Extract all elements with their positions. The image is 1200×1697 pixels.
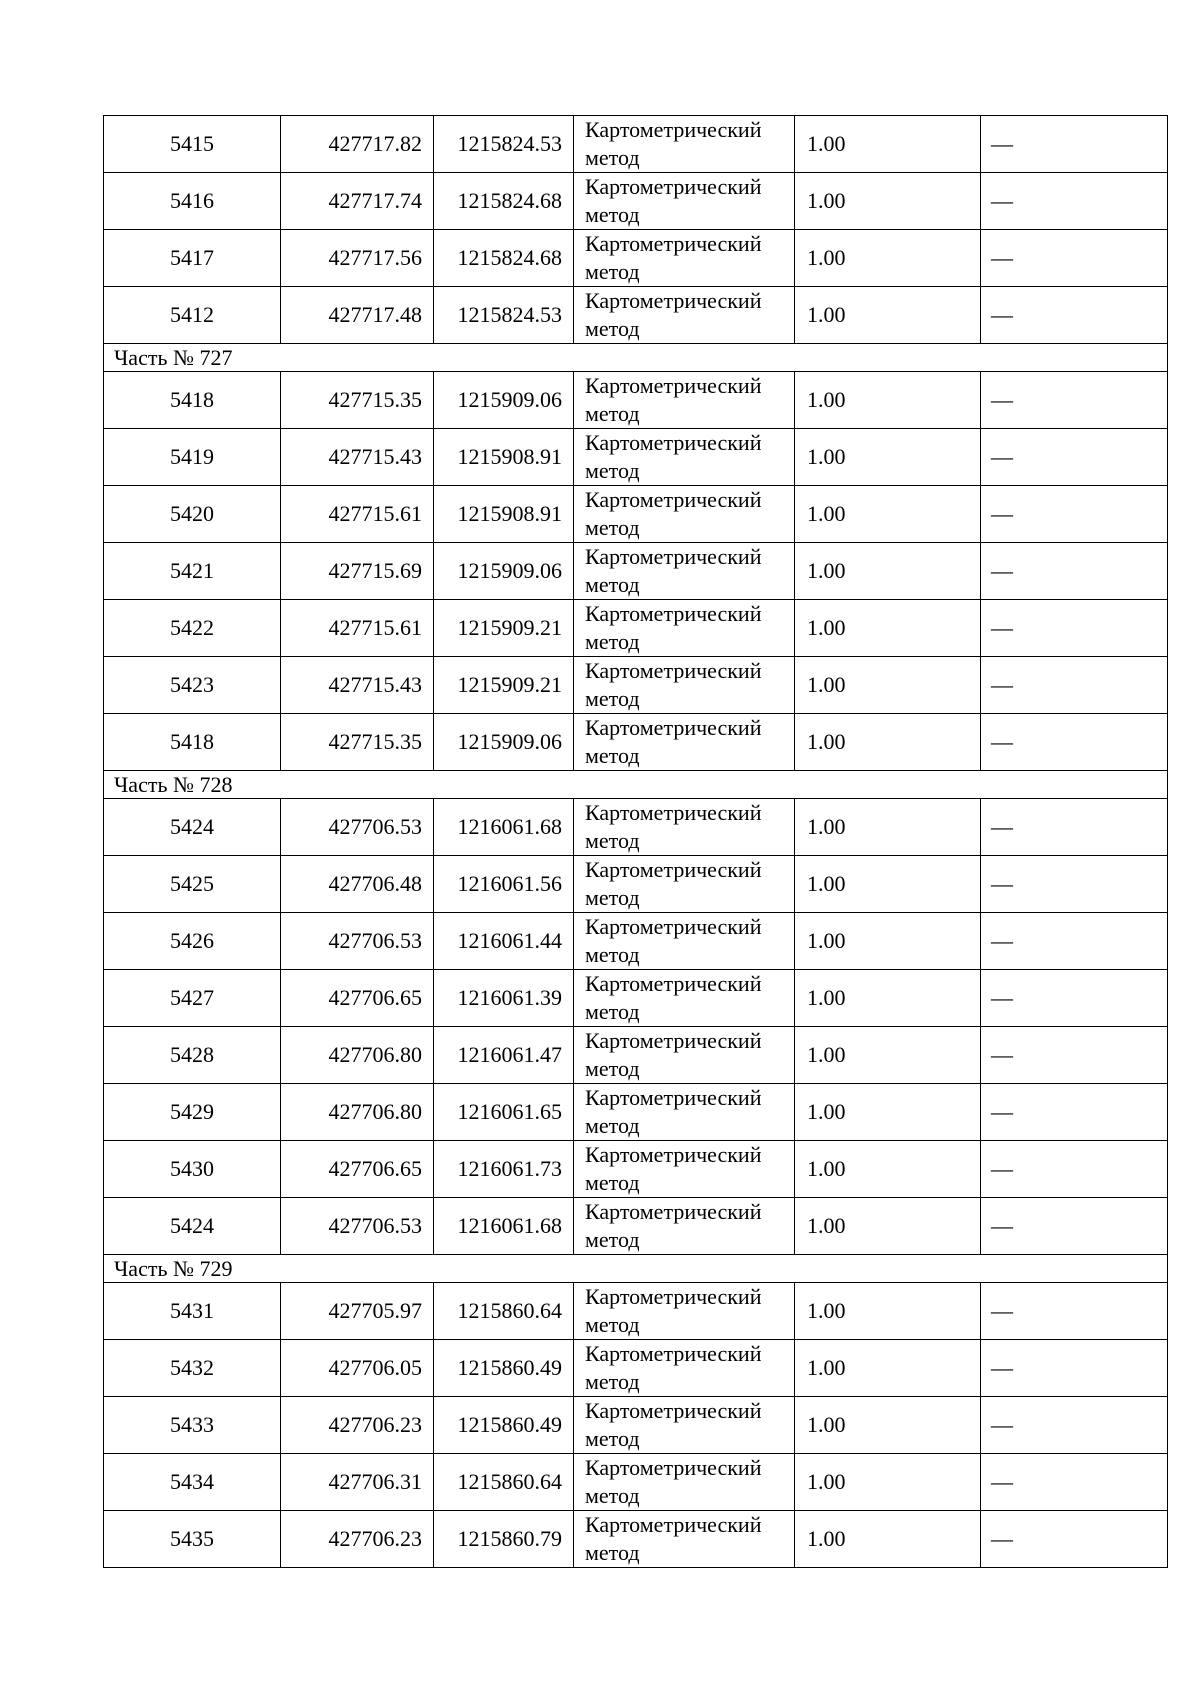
method-text-line: Картометрический [585,1199,762,1224]
description-cell: — [981,1340,1168,1397]
accuracy-cell: 1.00 [795,714,981,771]
point-number-cell: 5427 [104,970,281,1027]
x-coordinate-cell: 427706.31 [281,1454,434,1511]
description-cell: — [981,1198,1168,1255]
method-text-line: Картометрический [585,117,762,142]
description-cell: — [981,543,1168,600]
x-coordinate-cell: 427715.69 [281,543,434,600]
accuracy-cell: 1.00 [795,543,981,600]
accuracy-cell: 1.00 [795,1283,981,1340]
x-coordinate-cell: 427706.23 [281,1397,434,1454]
x-coordinate-cell: 427706.80 [281,1027,434,1084]
point-number-cell: 5416 [104,173,281,230]
point-number-cell: 5417 [104,230,281,287]
section-header-row [104,1255,1168,1283]
table-row [104,714,1168,771]
method-text-line: метод [585,1369,640,1394]
y-coordinate-cell: 1216061.65 [434,1084,574,1141]
method-text-line: метод [585,1426,640,1451]
method-text-line: Картометрический [585,430,762,455]
point-number-cell: 5424 [104,1198,281,1255]
point-number-cell: 5419 [104,429,281,486]
y-coordinate-cell: 1215909.21 [434,657,574,714]
table-row [104,116,1168,173]
description-cell: — [981,1511,1168,1568]
table-row [104,1397,1168,1454]
method-cell [574,1340,795,1397]
method-text-line: метод [585,1113,640,1138]
x-coordinate-cell: 427715.43 [281,429,434,486]
method-text-line: Картометрический [585,174,762,199]
method-text-line: Картометрический [585,1085,762,1110]
method-cell [574,600,795,657]
method-text-line: метод [585,999,640,1024]
method-text-line: метод [585,885,640,910]
method-text-line: Картометрический [585,658,762,683]
table-row [104,1198,1168,1255]
x-coordinate-cell: 427706.65 [281,1141,434,1198]
description-cell: — [981,714,1168,771]
method-cell [574,1198,795,1255]
description-cell: — [981,486,1168,543]
x-coordinate-cell: 427717.48 [281,287,434,344]
section-header-row [104,344,1168,372]
table-row [104,1454,1168,1511]
y-coordinate-cell: 1215909.06 [434,543,574,600]
point-number-cell: 5435 [104,1511,281,1568]
method-cell [574,1084,795,1141]
table-row [104,856,1168,913]
method-text-line: метод [585,828,640,853]
point-number-cell: 5426 [104,913,281,970]
method-cell [574,1511,795,1568]
y-coordinate-cell: 1215908.91 [434,486,574,543]
point-number-cell: 5428 [104,1027,281,1084]
method-text-line: Картометрический [585,971,762,996]
y-coordinate-cell: 1216061.73 [434,1141,574,1198]
method-cell [574,1454,795,1511]
point-number-cell: 5422 [104,600,281,657]
y-coordinate-cell: 1216061.56 [434,856,574,913]
x-coordinate-cell: 427715.35 [281,714,434,771]
accuracy-cell: 1.00 [795,1511,981,1568]
y-coordinate-cell: 1215909.06 [434,714,574,771]
method-cell [574,173,795,230]
y-coordinate-cell: 1216061.44 [434,913,574,970]
accuracy-cell: 1.00 [795,970,981,1027]
method-text-line: Картометрический [585,544,762,569]
table-row [104,799,1168,856]
accuracy-cell: 1.00 [795,1141,981,1198]
section-label: Часть № 728 [104,771,1168,799]
point-number-cell: 5429 [104,1084,281,1141]
method-text-line: метод [585,458,640,483]
method-cell [574,543,795,600]
x-coordinate-cell: 427715.61 [281,600,434,657]
method-text-line: метод [585,1483,640,1508]
table-row [104,1141,1168,1198]
point-number-cell: 5424 [104,799,281,856]
point-number-cell: 5412 [104,287,281,344]
method-cell [574,856,795,913]
point-number-cell: 5420 [104,486,281,543]
description-cell: — [981,372,1168,429]
x-coordinate-cell: 427706.80 [281,1084,434,1141]
method-text-line: метод [585,1170,640,1195]
accuracy-cell: 1.00 [795,1454,981,1511]
method-text-line: метод [585,686,640,711]
table-row [104,913,1168,970]
method-text-line: Картометрический [585,487,762,512]
method-text-line: метод [585,1056,640,1081]
table-row [104,1511,1168,1568]
table-row [104,173,1168,230]
accuracy-cell: 1.00 [795,1198,981,1255]
method-text-line: метод [585,942,640,967]
method-text-line: Картометрический [585,1398,762,1423]
description-cell: — [981,116,1168,173]
method-cell [574,970,795,1027]
y-coordinate-cell: 1215824.68 [434,230,574,287]
table-row [104,429,1168,486]
accuracy-cell: 1.00 [795,1027,981,1084]
y-coordinate-cell: 1215860.49 [434,1397,574,1454]
table-row [104,1027,1168,1084]
method-text-line: Картометрический [585,288,762,313]
x-coordinate-cell: 427715.35 [281,372,434,429]
accuracy-cell: 1.00 [795,1340,981,1397]
table-row [104,372,1168,429]
accuracy-cell: 1.00 [795,1397,981,1454]
method-cell [574,287,795,344]
x-coordinate-cell: 427715.61 [281,486,434,543]
method-text-line: метод [585,316,640,341]
x-coordinate-cell: 427706.48 [281,856,434,913]
y-coordinate-cell: 1215860.49 [434,1340,574,1397]
method-cell [574,230,795,287]
method-text-line: Картометрический [585,800,762,825]
method-text-line: метод [585,1227,640,1252]
description-cell: — [981,429,1168,486]
method-text-line: Картометрический [585,1341,762,1366]
point-number-cell: 5418 [104,372,281,429]
method-cell [574,1283,795,1340]
table-row [104,287,1168,344]
method-text-line: метод [585,259,640,284]
method-cell [574,116,795,173]
y-coordinate-cell: 1215824.53 [434,287,574,344]
table-row [104,1340,1168,1397]
y-coordinate-cell: 1216061.68 [434,1198,574,1255]
table-row [104,657,1168,714]
point-number-cell: 5425 [104,856,281,913]
accuracy-cell: 1.00 [795,1084,981,1141]
point-number-cell: 5433 [104,1397,281,1454]
section-label: Часть № 729 [104,1255,1168,1283]
method-cell [574,1141,795,1198]
table-row [104,486,1168,543]
method-text-line: метод [585,1312,640,1337]
accuracy-cell: 1.00 [795,116,981,173]
method-text-line: Картометрический [585,914,762,939]
method-cell [574,429,795,486]
accuracy-cell: 1.00 [795,372,981,429]
method-text-line: метод [585,1540,640,1565]
x-coordinate-cell: 427717.74 [281,173,434,230]
method-text-line: Картометрический [585,1512,762,1537]
x-coordinate-cell: 427717.82 [281,116,434,173]
method-text-line: метод [585,629,640,654]
x-coordinate-cell: 427705.97 [281,1283,434,1340]
method-text-line: Картометрический [585,857,762,882]
method-text-line: Картометрический [585,601,762,626]
method-text-line: Картометрический [585,1142,762,1167]
point-number-cell: 5418 [104,714,281,771]
section-label: Часть № 727 [104,344,1168,372]
method-text-line: метод [585,515,640,540]
y-coordinate-cell: 1215860.79 [434,1511,574,1568]
description-cell: — [981,1397,1168,1454]
y-coordinate-cell: 1215860.64 [434,1454,574,1511]
description-cell: — [981,1084,1168,1141]
coordinates-table-body [104,116,1168,1568]
method-text-line: метод [585,145,640,170]
section-header-row [104,771,1168,799]
point-number-cell: 5430 [104,1141,281,1198]
accuracy-cell: 1.00 [795,913,981,970]
x-coordinate-cell: 427706.05 [281,1340,434,1397]
table-row [104,970,1168,1027]
x-coordinate-cell: 427706.65 [281,970,434,1027]
method-cell [574,1397,795,1454]
method-text-line: Картометрический [585,1284,762,1309]
point-number-cell: 5434 [104,1454,281,1511]
x-coordinate-cell: 427715.43 [281,657,434,714]
method-text-line: метод [585,202,640,227]
table-row [104,600,1168,657]
accuracy-cell: 1.00 [795,600,981,657]
accuracy-cell: 1.00 [795,429,981,486]
accuracy-cell: 1.00 [795,657,981,714]
method-text-line: Картометрический [585,373,762,398]
description-cell: — [981,1283,1168,1340]
description-cell: — [981,230,1168,287]
description-cell: — [981,657,1168,714]
y-coordinate-cell: 1216061.47 [434,1027,574,1084]
description-cell: — [981,287,1168,344]
description-cell: — [981,799,1168,856]
accuracy-cell: 1.00 [795,173,981,230]
y-coordinate-cell: 1215824.53 [434,116,574,173]
y-coordinate-cell: 1215908.91 [434,429,574,486]
accuracy-cell: 1.00 [795,799,981,856]
point-number-cell: 5431 [104,1283,281,1340]
table-row [104,1283,1168,1340]
description-cell: — [981,173,1168,230]
y-coordinate-cell: 1216061.39 [434,970,574,1027]
coordinates-table [103,115,1168,1568]
description-cell: — [981,1027,1168,1084]
accuracy-cell: 1.00 [795,486,981,543]
method-cell [574,913,795,970]
y-coordinate-cell: 1215824.68 [434,173,574,230]
table-row [104,1084,1168,1141]
x-coordinate-cell: 427706.53 [281,799,434,856]
x-coordinate-cell: 427706.53 [281,1198,434,1255]
method-text-line: метод [585,401,640,426]
description-cell: — [981,856,1168,913]
description-cell: — [981,1141,1168,1198]
point-number-cell: 5432 [104,1340,281,1397]
method-cell [574,1027,795,1084]
accuracy-cell: 1.00 [795,230,981,287]
method-cell [574,714,795,771]
point-number-cell: 5415 [104,116,281,173]
method-text-line: Картометрический [585,715,762,740]
x-coordinate-cell: 427717.56 [281,230,434,287]
y-coordinate-cell: 1216061.68 [434,799,574,856]
method-cell [574,799,795,856]
y-coordinate-cell: 1215909.21 [434,600,574,657]
description-cell: — [981,600,1168,657]
method-cell [574,486,795,543]
accuracy-cell: 1.00 [795,287,981,344]
x-coordinate-cell: 427706.23 [281,1511,434,1568]
method-text-line: Картометрический [585,231,762,256]
point-number-cell: 5421 [104,543,281,600]
description-cell: — [981,970,1168,1027]
table-row [104,230,1168,287]
method-cell [574,372,795,429]
description-cell: — [981,913,1168,970]
y-coordinate-cell: 1215860.64 [434,1283,574,1340]
table-row [104,543,1168,600]
method-cell [574,657,795,714]
x-coordinate-cell: 427706.53 [281,913,434,970]
y-coordinate-cell: 1215909.06 [434,372,574,429]
point-number-cell: 5423 [104,657,281,714]
method-text-line: метод [585,743,640,768]
description-cell: — [981,1454,1168,1511]
method-text-line: метод [585,572,640,597]
method-text-line: Картометрический [585,1028,762,1053]
accuracy-cell: 1.00 [795,856,981,913]
method-text-line: Картометрический [585,1455,762,1480]
